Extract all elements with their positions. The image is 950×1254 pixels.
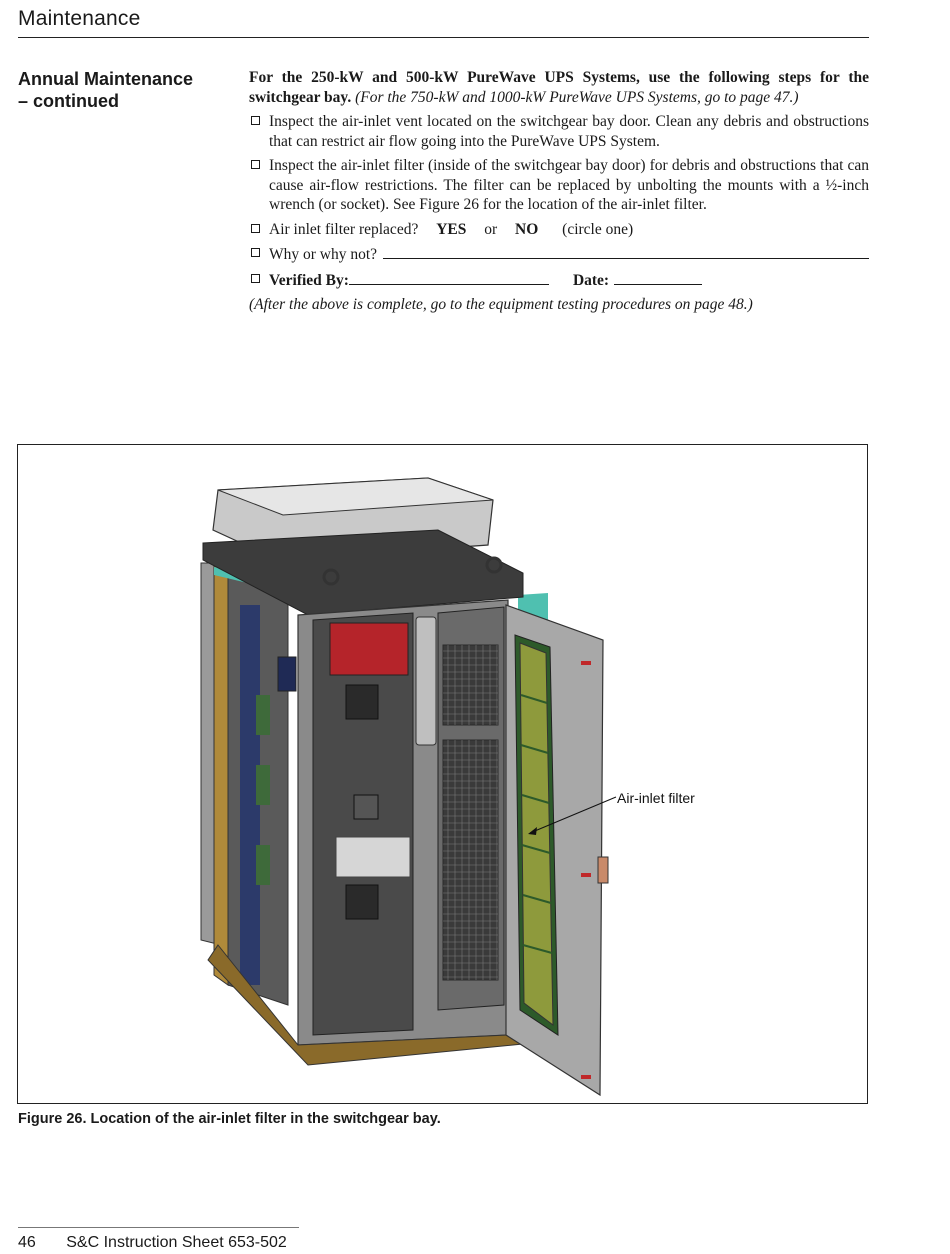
side-heading xyxy=(18,68,228,112)
checklist-item-why-not xyxy=(249,244,869,265)
silver-plate xyxy=(336,837,410,877)
breaker-handle xyxy=(346,885,378,919)
checklist-item-verified xyxy=(249,270,869,291)
checklist-text: Inspect the air-inlet vent located on the switchgear bay door. Clean any debris and obstructions that can restrict air flow going into the PureWave UPS System. xyxy=(269,113,869,150)
control-section xyxy=(313,613,413,1035)
meter-block xyxy=(354,795,378,819)
figure-caption: Figure 26. Location of the air-inlet filter in the switchgear bay. xyxy=(18,1111,441,1127)
filter-replaced-question: Air inlet filter replaced? xyxy=(269,220,419,238)
checkbox-icon[interactable] xyxy=(251,160,260,169)
verified-by-label: Verified By: xyxy=(269,271,349,289)
circuit-board xyxy=(256,845,270,885)
closing-note: (After the above is complete, go to the equipment testing procedures on page 48.) xyxy=(249,296,753,313)
side-heading-line2: – continued xyxy=(18,91,120,111)
door-latch xyxy=(581,661,591,665)
page-section-title: Maintenance xyxy=(18,7,141,30)
why-label: Why or why not? xyxy=(269,246,378,263)
tan-frame-left xyxy=(214,563,228,985)
door-latch xyxy=(581,1075,591,1079)
door-handle xyxy=(598,857,608,883)
breaker-handle xyxy=(346,685,378,719)
yes-option[interactable]: YES xyxy=(436,220,467,238)
switchgear-bay-illustration xyxy=(18,445,869,1105)
circuit-board xyxy=(256,695,270,735)
date-line[interactable] xyxy=(614,270,702,285)
no-option[interactable]: NO xyxy=(515,220,539,238)
checklist-item-filter-replaced xyxy=(249,220,869,240)
door-latch xyxy=(581,873,591,877)
why-answer-line[interactable] xyxy=(383,244,869,259)
figure-frame xyxy=(17,444,868,1104)
checkbox-icon[interactable] xyxy=(251,248,260,257)
circle-one-note: (circle one) xyxy=(562,220,634,238)
or-text: or xyxy=(484,220,498,238)
intro-italic-text: (For the 750-kW and 1000-kW PureWave UPS Systems, go to page 47.) xyxy=(355,88,799,106)
page-number: 46 xyxy=(18,1234,36,1251)
procedure-body xyxy=(249,68,869,315)
air-inlet-filter-label: Air-inlet filter xyxy=(617,790,695,806)
vertical-rail xyxy=(416,617,436,745)
checkbox-icon[interactable] xyxy=(251,116,260,125)
intro-paragraph xyxy=(249,68,869,107)
header-rule xyxy=(18,37,869,38)
checklist-item-inspect-vent xyxy=(249,112,869,151)
date-label: Date: xyxy=(572,271,610,289)
verified-by-line[interactable] xyxy=(349,270,549,285)
intro-bold-text: For the 250-kW and 500-kW PureWave UPS Systems, use the following steps for the switchgear bay. xyxy=(249,69,869,106)
side-heading-line1: Annual Maintenance xyxy=(18,69,194,89)
checklist-text: Inspect the air-inlet filter (inside of the switchgear bay door) for debris and obstructions that can cause air-flow restrictions. The filter can be replaced by unbolting the mounts with a ½-inch wrench (or socket). See Figure 26 for the location of the air-inlet filter. xyxy=(269,157,869,213)
checklist-item-inspect-filter xyxy=(249,156,869,215)
footer-rule xyxy=(18,1227,299,1228)
checklist xyxy=(249,112,869,290)
red-panel xyxy=(330,623,408,675)
circuit-board xyxy=(256,765,270,805)
page-footer xyxy=(18,1234,287,1252)
checkbox-icon[interactable] xyxy=(251,224,260,233)
side-display xyxy=(278,657,296,691)
checkbox-icon[interactable] xyxy=(251,274,260,283)
document-title: S&C Instruction Sheet 653-502 xyxy=(66,1234,287,1251)
